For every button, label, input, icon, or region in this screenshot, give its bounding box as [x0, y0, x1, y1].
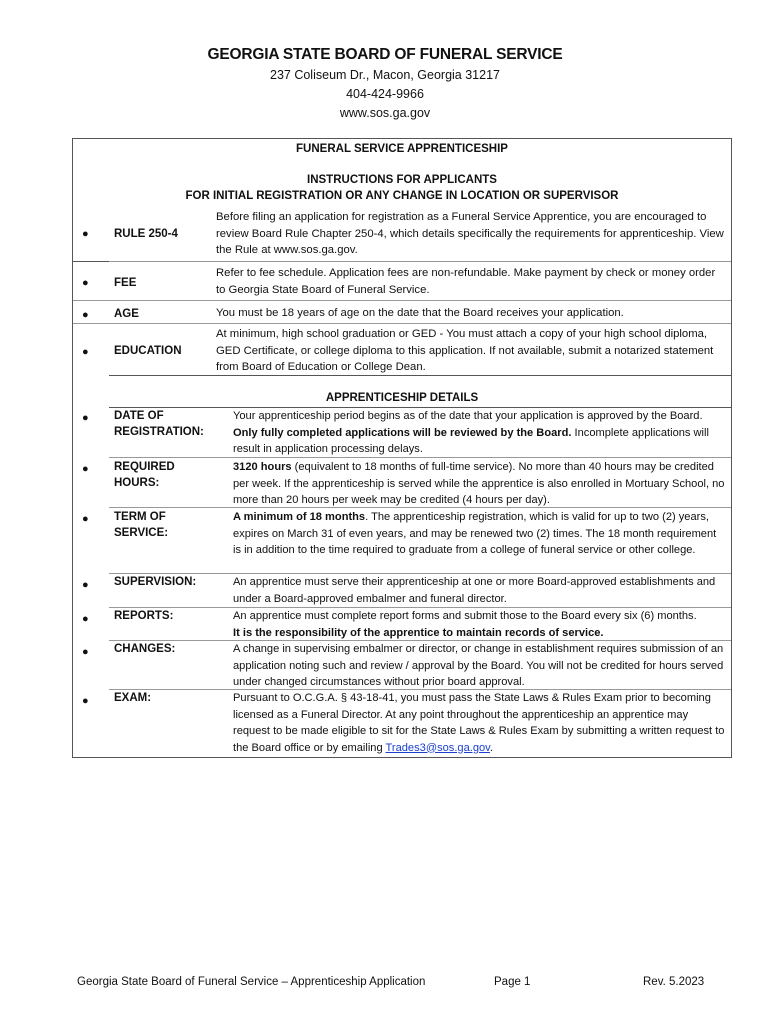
- row-label: RULE 250-4: [114, 228, 178, 240]
- row-text: You must be 18 years of age on the date that the Board receives your application.: [216, 307, 624, 319]
- email-link[interactable]: Trades3@sos.ga.gov: [385, 741, 490, 754]
- bullet-icon: ●: [82, 646, 89, 658]
- row-text: 3120 hours (equivalent to 18 months of full-time service). No more than 40 hours may be credited per week. If the apprenticeship is served while the apprentice is also enrolled in Mortuary School, no more than 20 hours per week may be credited (4 hours per day).: [233, 461, 725, 506]
- section-subtitle-registration: FOR INITIAL REGISTRATION OR ANY CHANGE IN LOCATION OR SUPERVISOR: [185, 190, 619, 202]
- row-label: EXAM:: [114, 692, 152, 704]
- footer-revision: Rev. 5.2023: [643, 976, 705, 988]
- row-text: An apprentice must serve their apprenticeship at one or more Board-approved establishments and under a Board-approved embalmer and funeral director.: [233, 576, 716, 605]
- bullet-icon: ●: [82, 309, 89, 321]
- application-instructions-box: [72, 138, 732, 758]
- row-text: Pursuant to O.C.G.A. § 43-18-41, you must pass the State Laws & Rules Exam prior to becoming licensed as a Funeral Director. At any point throughout the apprenticeship an apprentice may request to be made eligible to sit for the State Laws & Rules Exam by submitting a written request to the Board office or by emailing Trades3@sos.ga.gov.: [233, 692, 725, 754]
- bullet-icon: ●: [82, 277, 89, 289]
- bullet-icon: ●: [82, 412, 89, 424]
- bullet-icon: ●: [82, 228, 89, 240]
- section-title-apprenticeship-details: APPRENTICESHIP DETAILS: [325, 392, 479, 404]
- row-label: FEE: [114, 277, 137, 289]
- bullet-icon: ●: [82, 346, 89, 358]
- footer-document-name: Georgia State Board of Funeral Service – Apprenticeship Application: [77, 976, 426, 988]
- row-label: EDUCATION: [114, 345, 182, 357]
- bullet-icon: ●: [82, 579, 89, 591]
- row-label: SUPERVISION:: [114, 576, 197, 588]
- row-text: Your apprenticeship period begins as of the date that your application is approved by the Board. Only fully completed applications will be reviewed by the Board. Incomplete applications will result in application processing delays.: [233, 410, 709, 455]
- bullet-icon: ●: [82, 513, 89, 525]
- row-text: A change in supervising embalmer or director, or change in establishment requires submission of an application noting such and review / approval by the Board. You will not be credited for hours served under changed circumstances without prior board approval.: [233, 643, 724, 688]
- document-title: GEORGIA STATE BOARD OF FUNERAL SERVICE: [207, 46, 563, 63]
- row-text: Before filing an application for registration as a Funeral Service Apprentice, you are encouraged to review Board Rule Chapter 250-4, which details specifically the requirements for apprenticeship. View the Rule at www.sos.ga.gov.: [216, 211, 724, 256]
- bullet-icon: ●: [82, 613, 89, 625]
- row-label: REQUIRED HOURS:: [114, 461, 175, 489]
- row-label: REPORTS:: [114, 610, 174, 622]
- row-text: At minimum, high school graduation or GED - You must attach a copy of your high school diploma, GED Certificate, or college diploma to this application. If not available, submit a notarized statement from Board of Education or College Dean.: [216, 328, 714, 373]
- section-title-apprenticeship: FUNERAL SERVICE APPRENTICESHIP: [296, 143, 508, 155]
- row-text: An apprentice must complete report forms and submit those to the Board every six (6) months. It is the responsibility of the apprentice to maintain records of service.: [233, 610, 697, 639]
- bullet-icon: ●: [82, 695, 89, 707]
- footer-page-number: Page 1: [494, 976, 531, 988]
- row-text: Refer to fee schedule. Application fees are non-refundable. Make payment by check or money order to Georgia State Board of Funeral Service.: [216, 267, 716, 296]
- row-label: TERM OF SERVICE:: [114, 511, 169, 539]
- board-phone: 404-424-9966: [346, 87, 424, 101]
- row-label: DATE OF REGISTRATION:: [114, 410, 204, 438]
- row-text: A minimum of 18 months. The apprenticeship registration, which is valid for up to two (2) years, expires on March 31 of even years, and may be renewed two (2) times. The 18 month requirement is in addition to the time required to graduate from a college of funeral service or other college.: [233, 511, 717, 556]
- board-address: 237 Coliseum Dr., Macon, Georgia 31217: [270, 68, 500, 82]
- bullet-icon: ●: [82, 463, 89, 475]
- row-label: CHANGES:: [114, 643, 176, 655]
- board-website: www.sos.ga.gov: [339, 106, 431, 120]
- section-subtitle-instructions: INSTRUCTIONS FOR APPLICANTS: [307, 174, 497, 186]
- row-label: AGE: [114, 308, 139, 320]
